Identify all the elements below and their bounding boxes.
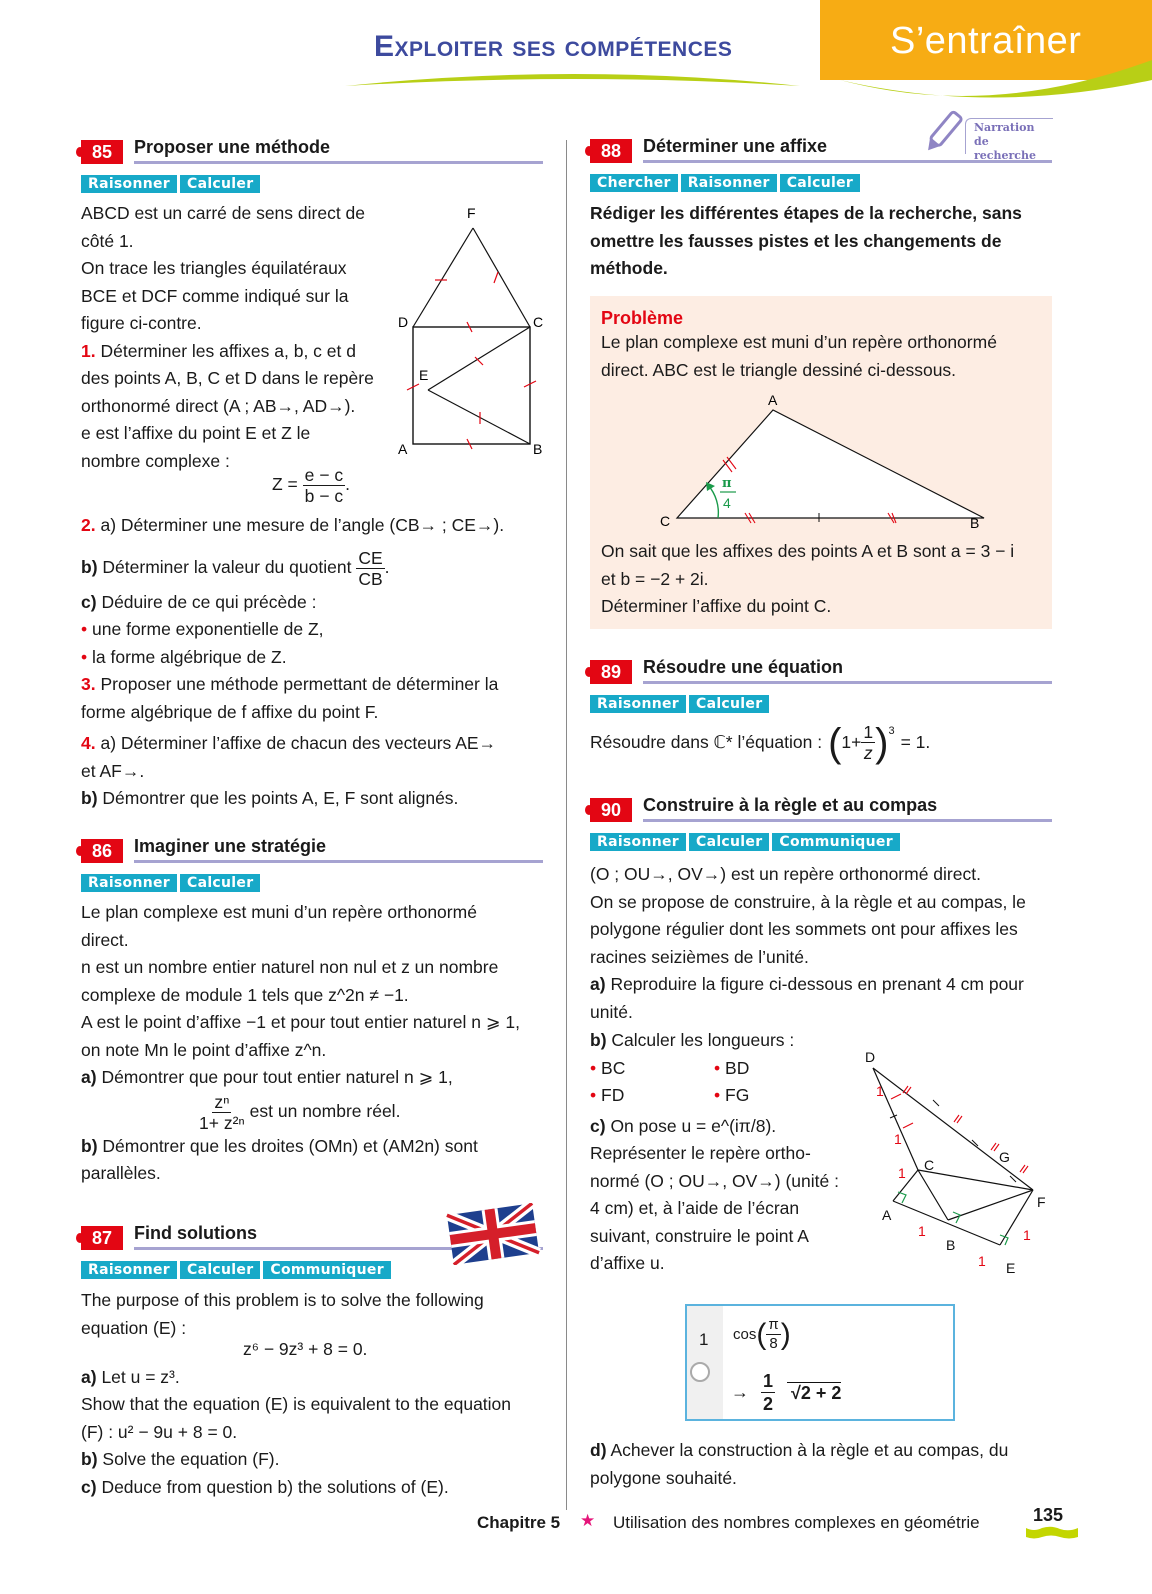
question-b: b) Solve the equation (F). — [81, 1449, 280, 1469]
exercise-title: Proposer une méthode — [134, 136, 543, 164]
label-C: C — [660, 513, 671, 529]
problem-after: On sait que les affixes des points A et B sont a = 3 − i et b = −2 + 2i. Déterminer l’affixe du point C. — [601, 541, 1015, 616]
figure-spiral-triangles — [860, 1030, 1055, 1280]
text-line: The purpose of this problem is to solve the following — [81, 1290, 484, 1310]
label-A: A — [398, 441, 408, 457]
exercise-title: Déterminer une affixe — [643, 135, 1052, 163]
question-a: a) Démontrer que pour tout entier naturel n ⩾ 1, — [81, 1067, 453, 1087]
question-3: 3. Proposer une méthode permettant de déterminer la — [81, 674, 499, 694]
pen-icon — [918, 110, 968, 158]
exercise-number: 88 — [590, 139, 632, 163]
question-4a: 4. a) Déterminer l’affixe de chacun des vecteurs AE→ — [81, 733, 497, 753]
tag-raisonner: Raisonner — [590, 695, 686, 713]
exercise-85-tags — [81, 175, 260, 193]
label-D: D — [398, 314, 409, 330]
tag-calculer: Calculer — [180, 175, 260, 193]
exercise-90-header — [590, 794, 1052, 822]
text-line: forme algébrique de f affixe du point F. — [81, 701, 379, 722]
question-1: 1. Déterminer les affixes a, b, c et d — [81, 340, 356, 361]
text-line: e est l’affixe du point E et Z le — [81, 423, 311, 443]
z-formula: Z = $\frac{e - c}{b - c}$ . — [272, 465, 350, 506]
tag-raisonner: Raisonner — [81, 175, 177, 193]
exercise-title: Imaginer une stratégie — [134, 835, 543, 863]
exercise-90-question-d: d) Achever la construction à la règle et au compas, du polygone souhaité. — [590, 1440, 1009, 1488]
svg-text:π: π — [722, 476, 732, 491]
problem-content: Problème Le plan complexe est muni d’un repère orthonormé direct. ABC est le triangle dessiné ci-dessous. — [601, 308, 1051, 384]
tag-calculer: Calculer — [180, 1261, 260, 1279]
bullet-item: • la forme algébrique de Z. — [81, 646, 287, 667]
star-icon: ★ — [580, 1511, 596, 1531]
svg-text:4: 4 — [723, 495, 731, 511]
question-2b: b) Déterminer la valeur du quotient $\frac{CE}{CB}$ . — [81, 547, 390, 589]
exercise-number: 90 — [590, 798, 632, 822]
text-line: On trace les triangles équilatéraux — [81, 258, 347, 278]
exercise-85-intro — [81, 200, 381, 475]
tag-raisonner: Raisonner — [590, 833, 686, 851]
equation: z⁶ − 9z³ + 8 = 0. — [243, 1339, 368, 1359]
tag-chercher: Chercher — [590, 174, 678, 192]
text-line: ABCD est un carré de sens direct de — [81, 203, 366, 223]
bullet-item: • une forme exponentielle de Z, — [81, 619, 324, 639]
tag-raisonner: Raisonner — [681, 174, 777, 192]
label-A: A — [768, 392, 778, 408]
footer-subtitle: Utilisation des nombres complexes en géométrie — [613, 1513, 980, 1532]
label-A: A — [882, 1207, 892, 1223]
radio-circle-icon[interactable] — [690, 1362, 710, 1382]
text-line: parallèles. — [81, 1163, 161, 1183]
page-number: 135 — [1033, 1505, 1064, 1525]
calculator-line-number: 1 — [699, 1330, 709, 1349]
exercise-85-header — [81, 136, 543, 164]
text-line: et AF→. — [81, 760, 145, 781]
text-line: nombre complexe : — [81, 450, 230, 471]
exercise-90-questions: b) Calculer les longueurs : • BC • BD • FD • FG c) On pose u = e^(iπ/8). Représenter le repère ortho- normé (O ; OU→, OV→) (unité : 4 cm) et, à l’aide de l’écran suivant, construire le point A d’affixe u. — [590, 1027, 850, 1278]
text-line: direct. — [81, 929, 129, 950]
svg-text:1: 1 — [894, 1131, 902, 1147]
figure-triangle-abc — [650, 388, 1000, 536]
exercise-title: Construire à la règle et au compas — [643, 794, 1052, 822]
text-line: n est un nombre entier naturel non nul et z un nombre — [81, 957, 499, 977]
exercise-90-tags — [590, 833, 900, 851]
text-line: Le plan complexe est muni d’un repère orthonormé — [81, 902, 477, 922]
label-D: D — [865, 1049, 876, 1065]
question-a: a) Reproduire la figure ci-dessous en prenant 4 cm pour — [590, 974, 1024, 994]
tag-raisonner: Raisonner — [81, 874, 177, 892]
label-C: C — [533, 314, 544, 330]
text-line: figure ci-contre. — [81, 313, 202, 333]
text-line: (F) : u² − 9u + 8 = 0. — [81, 1421, 238, 1442]
problem-title: Problème — [601, 308, 684, 328]
label-B: B — [946, 1237, 956, 1253]
calculator-screen — [685, 1304, 955, 1421]
uk-flag-icon — [445, 1203, 541, 1265]
tag-calculer: Calculer — [689, 695, 769, 713]
svg-text:1: 1 — [918, 1223, 926, 1239]
label-E: E — [1006, 1260, 1016, 1276]
exercise-89-tags — [590, 695, 769, 713]
text-line: on note Mn le point d’affixe z^n. — [81, 1039, 327, 1060]
section-tab-label: S’entraîner — [890, 20, 1082, 62]
question-c: c) Deduce from question b) the solutions of (E). — [81, 1476, 449, 1497]
exercise-title: Résoudre une équation — [643, 656, 1052, 684]
exercise-88-instruction: Rédiger les différentes étapes de la recherche, sans omettre les fausses pistes et les changements de méthode. — [590, 203, 1022, 278]
exercise-number: 89 — [590, 660, 632, 684]
text-line: orthonormé direct (A ; AB→, AD→). — [81, 395, 356, 416]
question-a: a) Let u = z³. — [81, 1366, 180, 1387]
tag-calculer: Calculer — [780, 174, 860, 192]
svg-text:1: 1 — [978, 1253, 986, 1269]
exercise-86-body — [81, 899, 543, 1188]
text-line: des points A, B, C et D dans le repère — [81, 368, 374, 388]
narration-badge: Narration de recherche — [965, 118, 1053, 154]
exercise-title: Find solutions — [134, 1222, 543, 1250]
question-b: b) Calculer les longueurs : — [590, 1030, 795, 1050]
tag-calculer: Calculer — [689, 833, 769, 851]
tag-communiquer: Communiquer — [772, 833, 900, 851]
label-F: F — [1037, 1194, 1046, 1210]
question-c: c) On pose u = e^(iπ/8). — [590, 1115, 777, 1136]
exercise-86-tags — [81, 874, 260, 892]
figure-square-triangles — [395, 200, 555, 460]
section-tab-swoosh — [840, 60, 1152, 105]
svg-text:1: 1 — [876, 1083, 884, 1099]
question-b: b) Démontrer que les droites (OMn) et (AM2n) sont — [81, 1135, 478, 1156]
page-number-wave — [1024, 1526, 1080, 1540]
question-2c: c) Déduire de ce qui précède : — [81, 591, 317, 612]
label-G: G — [999, 1149, 1010, 1165]
question-4b: b) Démontrer que les points A, E, F sont alignés. — [81, 788, 459, 808]
label-F: F — [467, 205, 476, 221]
footer-chapter: Chapitre 5 — [477, 1513, 561, 1532]
calculator-input: cos ( $\frac{\pi}{8}$ ) — [733, 1316, 791, 1352]
exercise-number: 86 — [81, 839, 123, 863]
exercise-87-body — [81, 1287, 543, 1501]
text-line: BCE et DCF comme indiqué sur la — [81, 285, 349, 306]
text-line: A est le point d’affixe −1 et pour tout entier naturel n ⩾ 1, — [81, 1012, 520, 1032]
header-swoosh — [345, 66, 805, 90]
exercise-87-tags — [81, 1261, 391, 1279]
svg-text:1: 1 — [898, 1165, 906, 1181]
text-line: complexe de module 1 tels que z^2n ≠ −1. — [81, 984, 409, 1005]
tag-raisonner: Raisonner — [81, 1261, 177, 1279]
label-B: B — [970, 515, 980, 531]
exercise-88-tags — [590, 174, 860, 192]
text-line: Show that the equation (E) is equivalent to the equation — [81, 1394, 512, 1414]
exercise-number: 87 — [81, 1226, 123, 1250]
exercise-85-questions — [81, 512, 543, 813]
text-line: equation (E) : — [81, 1317, 187, 1338]
tag-calculer: Calculer — [180, 874, 260, 892]
column-divider — [566, 140, 567, 1510]
exercise-89-header — [590, 656, 1052, 684]
calculator-result: → $\frac{1}{2}$ √2 + 2 — [731, 1371, 842, 1414]
text-line: côté 1. — [81, 230, 134, 251]
exercise-86-header — [81, 835, 543, 863]
exercise-89-body: Résoudre dans ℂ* l’équation : ( 1+ $\frac{1}{z}$ ) $^3$ = 1. — [590, 720, 931, 765]
page-header-title: Exploiter ses compétences — [374, 30, 733, 63]
label-C: C — [924, 1157, 935, 1173]
tag-communiquer: Communiquer — [263, 1261, 391, 1279]
exercise-number: 85 — [81, 140, 123, 164]
label-E: E — [419, 367, 429, 383]
exercise-90-body: (O ; OU→, OV→) est un repère orthonormé direct. On se propose de construire, à la règle et au compas, le polygone régulier dont les sommets ont pour affixes les racines seizièmes de l’unité. a) Reproduire la figure ci-dessous en prenant 4 cm pour unité. — [590, 861, 1052, 1026]
svg-text:1: 1 — [1023, 1227, 1031, 1243]
formula-line: $\frac{\text{zⁿ}}{\text{1+ z²ⁿ}}$ est un nombre réel. — [199, 1091, 401, 1133]
label-B: B — [533, 441, 543, 457]
question-2a: 2. a) Déterminer une mesure de l’angle (CB→ ; CE→). — [81, 515, 505, 535]
